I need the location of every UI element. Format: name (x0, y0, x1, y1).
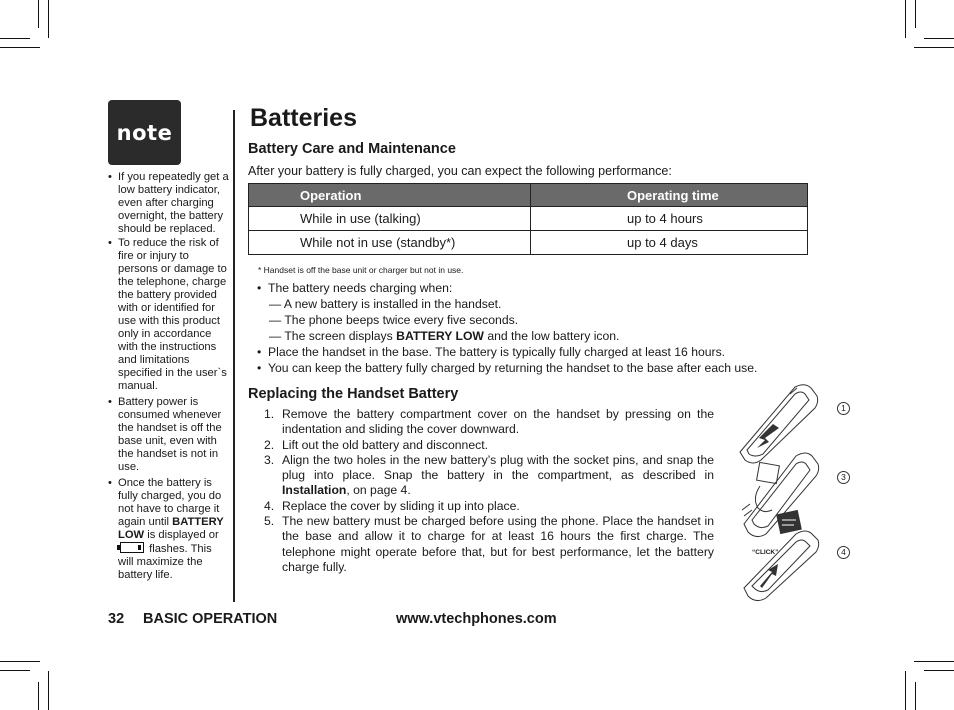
performance-table (248, 183, 808, 255)
crop-mark (914, 661, 954, 662)
figure-label: 4 (837, 546, 850, 559)
crop-mark (48, 0, 49, 38)
dash-item: — The phone beeps twice every five seconds. (269, 313, 519, 327)
footer-section: BASIC OPERATION (143, 611, 278, 627)
table-header-row (249, 184, 808, 207)
note-label: note (116, 120, 173, 145)
intro-text: After your battery is fully charged, you can expect the following performance: (248, 164, 672, 178)
crop-mark (905, 671, 906, 710)
bullet-item: • You can keep the battery fully charged by returning the handset to the base after each use. (257, 360, 757, 376)
table-cell: up to 4 hours (531, 207, 808, 231)
crop-mark (0, 38, 30, 39)
crop-mark (0, 670, 30, 671)
figure-label: 1 (837, 402, 850, 415)
footer-website: www.vtechphones.com (396, 611, 557, 627)
column-divider (233, 110, 235, 602)
crop-mark (924, 670, 954, 671)
step-item: 2. Lift out the old battery and disconnect. (264, 437, 488, 452)
crop-mark (914, 47, 954, 48)
page-number: 32 (108, 611, 125, 627)
table-cell: While not in use (standby*) (249, 231, 531, 255)
note-badge (108, 100, 181, 165)
crop-mark (0, 661, 40, 662)
crop-mark (905, 0, 906, 38)
crop-mark (38, 682, 39, 710)
low-battery-icon (120, 542, 144, 553)
column-header: Operation (249, 184, 531, 207)
section-heading-battery-care: Battery Care and Maintenance (248, 141, 456, 157)
section-heading-replacing-battery: Replacing the Handset Battery (248, 386, 459, 402)
step-item: 1. Remove the battery compartment cover on the handset by pressing on the indentation and sliding the cover downward. (264, 407, 714, 437)
step-item: 5. The new battery must be charged before using the phone. Place the handset in the base and allow it to charge for at least 16 hours the first charge. The telephone might operate before that, but for best performance, let the battery charge fully. (264, 514, 714, 574)
bullet-item: • Place the handset in the base. The battery is typically fully charged at least 16 hours. (257, 344, 757, 360)
cover-replacement-illustration (738, 528, 830, 604)
page-title: Batteries (250, 104, 357, 132)
sidebar-note: • Battery power is consumed whenever the handset is off the base unit, even with the handset is not in use. (108, 396, 230, 474)
sidebar-note: • Once the battery is fully charged, you do not have to charge it again until BATTERY LOW is displayed or flashes. This will maximize the battery life. (108, 477, 230, 582)
sidebar-note: • If you repeatedly get a low battery indicator, even after charging overnight, the battery should be replaced. (108, 171, 230, 236)
crop-mark (915, 682, 916, 710)
step-item: 4. Replace the cover by sliding it up into place. (264, 498, 520, 513)
crop-mark (48, 671, 49, 710)
crop-mark (0, 47, 40, 48)
sidebar-notes (108, 171, 230, 583)
crop-mark (38, 0, 39, 28)
step-item: 3. Align the two holes in the new battery’s plug with the socket pins, and snap the plug into place. Snap the battery in the compartment, as described in Installation, on page 4. (264, 452, 714, 498)
sidebar-note: • To reduce the risk of fire or injury to persons or damage to the telephone, charge the battery provided with or identified for use with this product only in accordance with the instructions and limitations specified in the user`s manual. (108, 237, 230, 393)
table-cell: While in use (talking) (249, 207, 531, 231)
footnote: * Handset is off the base unit or charger but not in use. (258, 265, 464, 275)
replacement-steps (264, 407, 714, 575)
click-label: “CLICK” (752, 549, 779, 556)
charging-bullets (257, 280, 757, 376)
column-header: Operating time (531, 184, 808, 207)
dash-item: — A new battery is installed in the handset. (269, 297, 502, 311)
table-row (249, 207, 808, 231)
table-row (249, 231, 808, 255)
crop-mark (924, 38, 954, 39)
figure-label: 3 (837, 471, 850, 484)
table-cell: up to 4 days (531, 231, 808, 255)
crop-mark (915, 0, 916, 28)
bullet-item: • The battery needs charging when: (257, 280, 757, 296)
dash-item: — The screen displays BATTERY LOW and the low battery icon. (269, 329, 620, 343)
battery-low-text: BATTERY LOW (118, 516, 224, 541)
battery-plug-illustration (738, 450, 830, 540)
